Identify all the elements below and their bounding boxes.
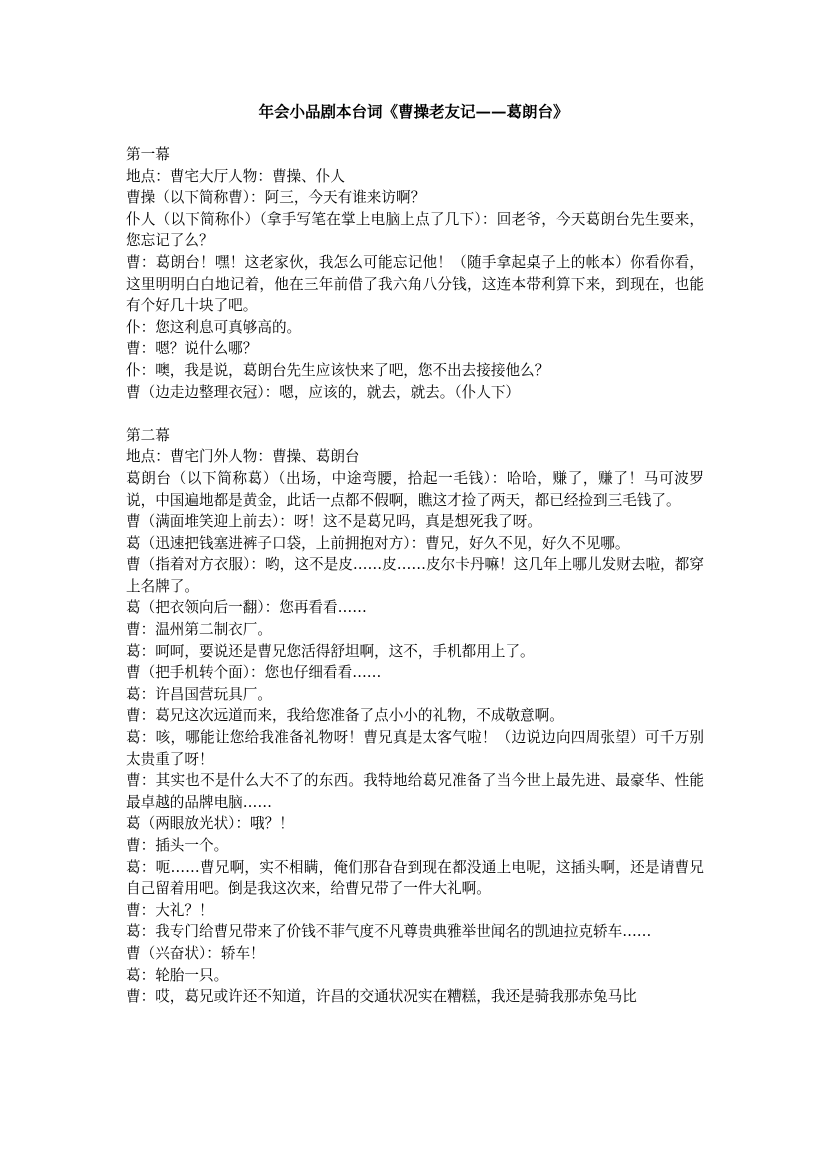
script-paragraph: 曹：温州第二制衣厂。	[126, 621, 272, 639]
script-paragraph: 曹（把手机转个面）：您也仔细看看……	[126, 664, 382, 682]
script-paragraph: 葛（迅速把钱塞进裤子口袋，上前拥抱对方）：曹兄，好久不见，好久不见哪。	[126, 534, 630, 552]
script-paragraph: 第二幕	[126, 426, 170, 444]
script-paragraph: 仆人（以下简称仆）（拿手写笔在掌上电脑上点了几下）：回老爷，今天葛朗台先生要来，您忘记了么？	[126, 210, 704, 250]
script-paragraph: 曹（边走边整理衣冠）：嗯，应该的，就去，就去。（仆人下）	[126, 383, 521, 401]
script-paragraph: 葛：咳，哪能让您给我准备礼物呀！曹兄真是太客气啦！（边说边向四周张望）可千万别太贵重了呀！	[126, 729, 704, 768]
page-title: 年会小品剧本台词《曹操老友记——葛朗台》	[258, 102, 569, 121]
script-paragraph: 曹：插头一个。	[126, 837, 229, 854]
script-paragraph: 曹（指着对方衣服）：哟，这不是皮……皮……皮尔卡丹嘛！这几年上哪儿发财去啦，都穿上名牌了。	[126, 556, 704, 595]
script-paragraph: 曹：哎，葛兄或许还不知道，许昌的交通状况实在糟糕，我还是骑我那赤兔马比	[126, 988, 637, 1006]
script-paragraph: 葛：我专门给曹兄带来了价钱不菲气度不凡尊贵典雅举世闻名的凯迪拉克轿车……	[126, 923, 652, 941]
blank-line	[126, 403, 704, 425]
script-paragraph: 曹：其实也不是什么大不了的东西。我特地给葛兄准备了当今世上最先进、最豪华、性能最卓越的品牌电脑……	[126, 772, 704, 811]
script-paragraph: 葛（把衣领向后一翻）：您再看看……	[126, 599, 367, 617]
document-body	[126, 144, 704, 1008]
script-paragraph: 葛朗台（以下简称葛）（出场，中途弯腰，拾起一毛钱）：哈哈，赚了，赚了！马可波罗说，中国遍地都是黄金，此话一点都不假啊，瞧这才捡了两天，都已经捡到三毛钱了。	[126, 469, 704, 509]
script-paragraph: 第一幕	[126, 146, 170, 163]
script-paragraph: 曹：葛朗台！嘿！这老家伙，我怎么可能忘记他！（随手拿起桌子上的帐本）你看你看，这里明明白白地记着，他在三年前借了我六角八分钱，这连本带利算下来，到现在，也能有个好几十块了吧。	[126, 253, 704, 315]
script-paragraph: 曹：嗯？说什么哪？	[126, 340, 258, 358]
script-paragraph: 地点：曹宅门外人物：曹操、葛朗台	[126, 448, 360, 466]
script-paragraph: 曹操（以下简称曹）：阿三，今天有谁来访啊？	[126, 189, 426, 207]
script-paragraph: 仆：您这利息可真够高的。	[126, 318, 302, 336]
script-paragraph: 葛：许昌国营玩具厂。	[126, 685, 272, 703]
script-paragraph: 曹（满面堆笑迎上前去）：呀！这不是葛兄吗，真是想死我了呀。	[126, 513, 542, 531]
script-paragraph: 曹：葛兄这次远道而来，我给您准备了点小小的礼物，不成敬意啊。	[126, 707, 564, 725]
script-paragraph: 葛：轮胎一只。	[126, 966, 229, 984]
script-paragraph: 仆：噢，我是说，葛朗台先生应该快来了吧，您不出去接接他么？	[126, 361, 550, 379]
script-paragraph: 葛（两眼放光状）：哦？！	[126, 815, 294, 833]
script-paragraph: 曹（兴奋状）：轿车！	[126, 944, 265, 962]
script-paragraph: 曹：大礼？！	[126, 901, 214, 919]
script-paragraph: 葛：呃……曹兄啊，实不相瞒，俺们那旮旮到现在都没通上电呢，这插头啊，还是请曹兄自己留着用吧。倒是我这次来，给曹兄带了一件大礼啊。	[126, 858, 704, 898]
script-paragraph: 地点：曹宅大厅人物：曹操、仆人	[126, 167, 345, 185]
script-paragraph: 葛：呵呵，要说还是曹兄您活得舒坦啊，这不，手机都用上了。	[126, 642, 535, 660]
